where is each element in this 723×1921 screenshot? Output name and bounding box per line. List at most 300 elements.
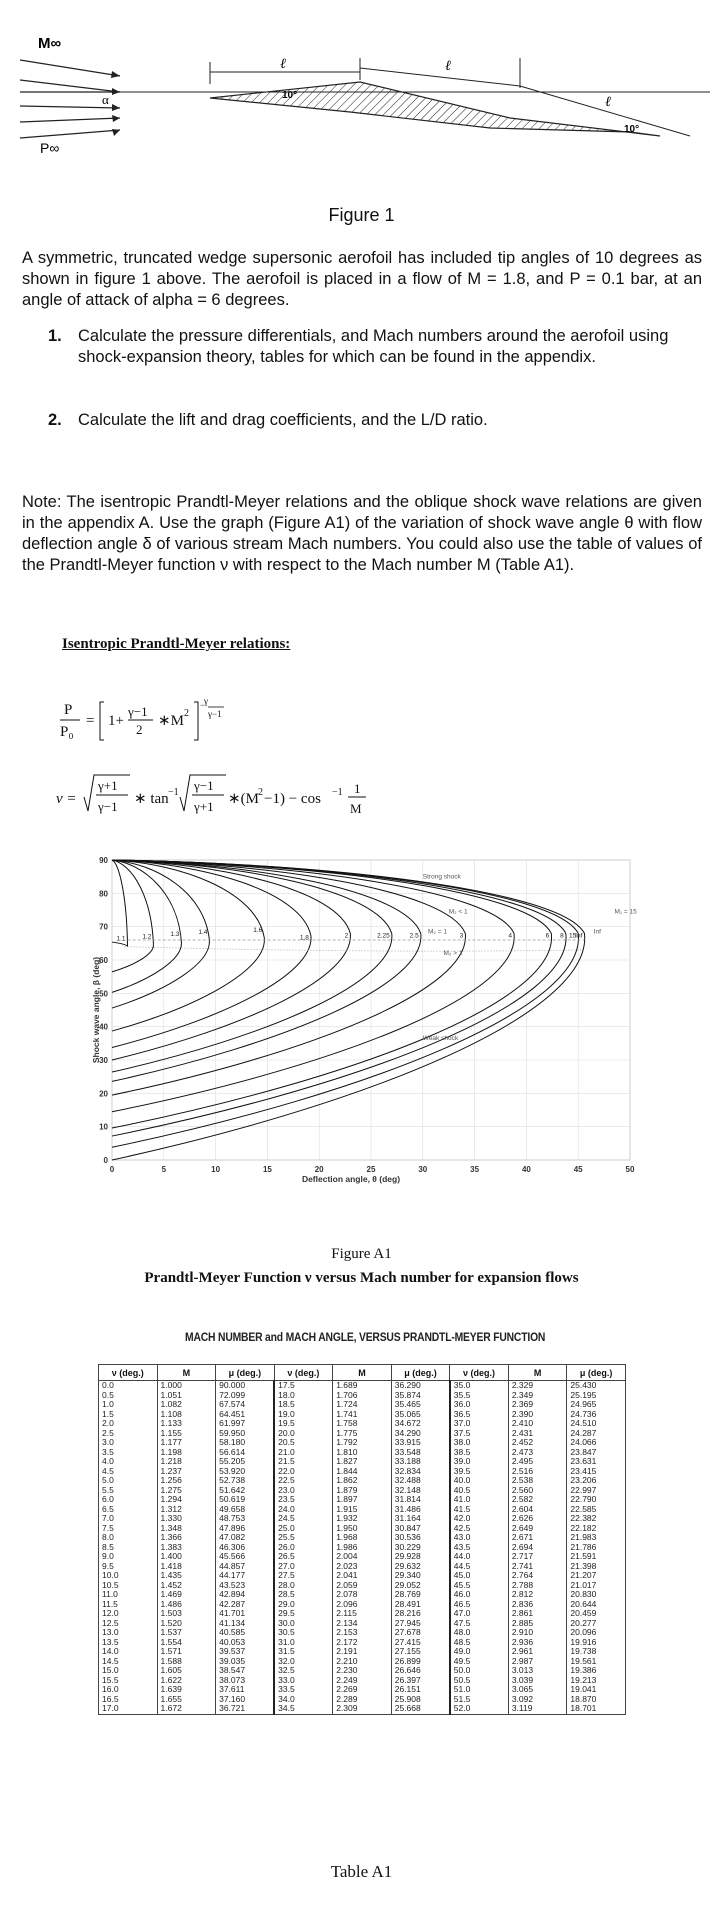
table-cell: 1.622 <box>157 1676 216 1686</box>
y-tick-label: 70 <box>99 922 108 932</box>
chart-annotation: Strong shock <box>422 873 461 881</box>
table-cell: 39.5 <box>450 1467 509 1477</box>
table-cell: 1.724 <box>333 1400 392 1410</box>
table-cell: 1.950 <box>333 1524 392 1534</box>
table-cell: 32.5 <box>274 1666 333 1676</box>
table-cell: 32.148 <box>391 1486 450 1496</box>
table-cell: 27.945 <box>391 1619 450 1629</box>
table-cell: 2.5 <box>99 1429 158 1439</box>
table-cell: 2.269 <box>333 1685 392 1695</box>
table-cell: 49.0 <box>450 1647 509 1657</box>
table-cell: 24.287 <box>567 1429 626 1439</box>
x-tick-label: 25 <box>366 1165 376 1174</box>
relations-heading: Isentropic Prandtl-Meyer relations: <box>62 636 291 652</box>
table-cell: 90.000 <box>216 1381 275 1391</box>
table-cell: 49.658 <box>216 1505 275 1515</box>
table-cell: 1.775 <box>333 1429 392 1439</box>
tip-angle-label-rear: 10° <box>624 124 640 135</box>
freestream-pressure-label: P∞ <box>40 140 60 156</box>
svg-text:γ−1: γ−1 <box>128 704 148 719</box>
table-cell: 5.5 <box>99 1486 158 1496</box>
question-text: Calculate the pressure differentials, and Mach numbers around the aerofoil using shock-expansion theory, tables for which can be found in the appendix. <box>78 327 669 366</box>
table-cell: 41.134 <box>216 1619 275 1629</box>
table-cell: 58.180 <box>216 1438 275 1448</box>
table-cell: 2.349 <box>508 1391 567 1401</box>
table-cell: 23.0 <box>274 1486 333 1496</box>
table-cell: 2.431 <box>508 1429 567 1439</box>
table-cell: 36.721 <box>216 1704 275 1714</box>
table-cell: 26.646 <box>391 1666 450 1676</box>
table-cell: 51.5 <box>450 1695 509 1705</box>
table-cell: 21.983 <box>567 1533 626 1543</box>
table-cell: 1.486 <box>157 1600 216 1610</box>
table-cell: 1.108 <box>157 1410 216 1420</box>
table-cell: 2.473 <box>508 1448 567 1458</box>
table-cell: 1.932 <box>333 1514 392 1524</box>
col-header: ν (deg.) <box>274 1365 333 1381</box>
table-cell: 32.0 <box>274 1657 333 1667</box>
table-cell: 2.626 <box>508 1514 567 1524</box>
table-cell: 1.330 <box>157 1514 216 1524</box>
table-cell: 14.5 <box>99 1657 158 1667</box>
table-cell: 28.5 <box>274 1590 333 1600</box>
table-cell: 2.191 <box>333 1647 392 1657</box>
table-cell: 3.119 <box>508 1704 567 1714</box>
table-cell: 59.950 <box>216 1429 275 1439</box>
table-cell: 11.5 <box>99 1600 158 1610</box>
question-number: 1. <box>48 327 62 345</box>
mach-curve-label: 1.8 <box>299 934 309 942</box>
chart-annotation: M₂ < 1 <box>448 908 468 916</box>
svg-text:=: = <box>86 713 95 729</box>
table-cell: 32.834 <box>391 1467 450 1477</box>
x-tick-label: 30 <box>418 1165 428 1174</box>
table-cell: 22.585 <box>567 1505 626 1515</box>
table-cell: 35.874 <box>391 1391 450 1401</box>
table-cell: 29.5 <box>274 1609 333 1619</box>
table-cell: 50.5 <box>450 1676 509 1686</box>
table-cell: 44.0 <box>450 1552 509 1562</box>
table-cell: 24.5 <box>274 1514 333 1524</box>
table-cell: 40.585 <box>216 1628 275 1638</box>
table-cell: 1.469 <box>157 1590 216 1600</box>
table-cell: 16.0 <box>99 1685 158 1695</box>
svg-text:γ−1: γ−1 <box>194 778 214 793</box>
mach-curve-label: 2.5 <box>409 932 419 940</box>
table-cell: 33.0 <box>274 1676 333 1686</box>
table-cell: 48.753 <box>216 1514 275 1524</box>
table-cell: 3.5 <box>99 1448 158 1458</box>
table-cell: 7.0 <box>99 1514 158 1524</box>
svg-text:1: 1 <box>354 781 361 796</box>
table-cell: 2.059 <box>333 1581 392 1591</box>
table-cell: 34.290 <box>391 1429 450 1439</box>
table-cell: 16.5 <box>99 1695 158 1705</box>
table-cell: 50.619 <box>216 1495 275 1505</box>
question-number: 2. <box>48 411 62 429</box>
mach-curve-label: 6 <box>545 932 550 940</box>
table-cell: 23.415 <box>567 1467 626 1477</box>
table-cell: 22.790 <box>567 1495 626 1505</box>
table-cell: 15.5 <box>99 1676 158 1686</box>
table-cell: 0.5 <box>99 1391 158 1401</box>
table-cell: 3.092 <box>508 1695 567 1705</box>
table-cell: 1.689 <box>333 1381 392 1391</box>
table-cell: 72.099 <box>216 1391 275 1401</box>
table-cell: 36.0 <box>450 1400 509 1410</box>
svg-text:∗(M: ∗(M <box>228 791 259 807</box>
table-cell: 35.465 <box>391 1400 450 1410</box>
table-cell: 3.013 <box>508 1666 567 1676</box>
table-cell: 40.0 <box>450 1476 509 1486</box>
table-cell: 19.738 <box>567 1647 626 1657</box>
table-cell: 2.788 <box>508 1581 567 1591</box>
table-cell: 25.195 <box>567 1391 626 1401</box>
table-cell: 67.574 <box>216 1400 275 1410</box>
table-row <box>99 1381 626 1391</box>
col-header: M <box>333 1365 392 1381</box>
table-cell: 1.000 <box>157 1381 216 1391</box>
prandtl-meyer-table <box>98 1364 626 1715</box>
mach-curve-label: 2.25 <box>377 932 390 940</box>
table-cell: 2.078 <box>333 1590 392 1600</box>
table-cell: 23.847 <box>567 1448 626 1458</box>
table-cell: 36.290 <box>391 1381 450 1391</box>
table-cell: 1.051 <box>157 1391 216 1401</box>
table-cell: 1.503 <box>157 1609 216 1619</box>
table-cell: 25.0 <box>274 1524 333 1534</box>
table-cell: 15.0 <box>99 1666 158 1676</box>
table-cell: 38.0 <box>450 1438 509 1448</box>
table-cell: 39.537 <box>216 1647 275 1657</box>
table-cell: 2.369 <box>508 1400 567 1410</box>
table-cell: 19.041 <box>567 1685 626 1695</box>
table-cell: 35.065 <box>391 1410 450 1420</box>
table-cell: 2.538 <box>508 1476 567 1486</box>
figure-a1-caption: Figure A1 <box>331 1246 392 1262</box>
table-cell: 40.5 <box>450 1486 509 1496</box>
table-cell: 2.560 <box>508 1486 567 1496</box>
chart-annotation: M₂ > 1 <box>443 950 463 957</box>
table-cell: 2.249 <box>333 1676 392 1686</box>
table-cell: 1.435 <box>157 1571 216 1581</box>
table-cell: 19.386 <box>567 1666 626 1676</box>
col-header: ν (deg.) <box>99 1365 158 1381</box>
table-cell: 1.655 <box>157 1695 216 1705</box>
table-cell: 18.0 <box>274 1391 333 1401</box>
table-cell: 2.604 <box>508 1505 567 1515</box>
mach-curve-label: 1.1 <box>116 935 126 943</box>
table-cell: 1.968 <box>333 1533 392 1543</box>
table-cell: 26.0 <box>274 1543 333 1553</box>
table-cell: 47.0 <box>450 1609 509 1619</box>
table-cell: 25.668 <box>391 1704 450 1714</box>
chart-annotation: Weak shock <box>422 1035 459 1042</box>
table-cell: 27.0 <box>274 1562 333 1572</box>
table-cell: 2.230 <box>333 1666 392 1676</box>
table-cell: 33.188 <box>391 1457 450 1467</box>
table-cell: 42.287 <box>216 1600 275 1610</box>
table-cell: 41.701 <box>216 1609 275 1619</box>
table-cell: 2.582 <box>508 1495 567 1505</box>
mach-curve-label: Inf <box>575 932 583 940</box>
table-cell: 37.0 <box>450 1419 509 1429</box>
x-tick-label: 15 <box>262 1165 272 1174</box>
mach-curve-label: 1.4 <box>198 929 208 936</box>
table-cell: 22.997 <box>567 1486 626 1496</box>
table-cell: 27.678 <box>391 1628 450 1638</box>
table-cell: 1.672 <box>157 1704 216 1714</box>
eq1-numerator: P <box>64 702 73 718</box>
table-cell: 42.5 <box>450 1524 509 1534</box>
table-cell: 26.899 <box>391 1657 450 1667</box>
table-cell: 9.0 <box>99 1552 158 1562</box>
table-cell: 2.812 <box>508 1590 567 1600</box>
table-cell: 52.0 <box>450 1704 509 1714</box>
prandtl-meyer-equation <box>56 765 396 831</box>
table-cell: 2.0 <box>99 1419 158 1429</box>
table-cell: 20.830 <box>567 1590 626 1600</box>
question-text: Calculate the lift and drag coefficients, and the L/D ratio. <box>78 411 488 429</box>
table-cell: 24.965 <box>567 1400 626 1410</box>
table-cell: 2.096 <box>333 1600 392 1610</box>
table-cell: 1.862 <box>333 1476 392 1486</box>
table-cell: 51.0 <box>450 1685 509 1695</box>
table-cell: 2.041 <box>333 1571 392 1581</box>
table-cell: 1.844 <box>333 1467 392 1477</box>
table-cell: 30.0 <box>274 1619 333 1629</box>
table-cell: 21.591 <box>567 1552 626 1562</box>
table-cell: 1.537 <box>157 1628 216 1638</box>
table-cell: 2.516 <box>508 1467 567 1477</box>
table-cell: 1.383 <box>157 1543 216 1553</box>
col-header: ν (deg.) <box>450 1365 509 1381</box>
table-cell: 2.649 <box>508 1524 567 1534</box>
table-cell: 20.459 <box>567 1609 626 1619</box>
table-a1-caption: Table A1 <box>330 1862 393 1881</box>
table-cell: 24.066 <box>567 1438 626 1448</box>
table-cell: 43.5 <box>450 1543 509 1553</box>
x-axis-label: Deflection angle, θ (deg) <box>301 1174 401 1184</box>
chart-annotation: Inf <box>593 928 601 936</box>
table-cell: 18.870 <box>567 1695 626 1705</box>
table-cell: 43.523 <box>216 1581 275 1591</box>
table-cell: 34.5 <box>274 1704 333 1714</box>
table-cell: 2.329 <box>508 1381 567 1391</box>
table-cell: 13.5 <box>99 1638 158 1648</box>
table-cell: 33.548 <box>391 1448 450 1458</box>
svg-text:2: 2 <box>136 722 143 737</box>
table-cell: 47.896 <box>216 1524 275 1534</box>
table-cell: 2.671 <box>508 1533 567 1543</box>
table-header-row <box>99 1365 626 1381</box>
table-cell: 1.792 <box>333 1438 392 1448</box>
table-cell: 1.986 <box>333 1543 392 1553</box>
mach-curve-label: 4 <box>508 932 512 940</box>
table-cell: 42.0 <box>450 1514 509 1524</box>
mach-curve-label: 15 <box>568 932 577 940</box>
table-cell: 53.920 <box>216 1467 275 1477</box>
problem-statement: A symmetric, truncated wedge supersonic aerofoil has included tip angles of 10 degrees as shown in figure 1 above. The aerofoil is placed in a flow of M = 1.8, and P = 0.1 bar, at an angle of attack of alpha = 6 degrees. <box>22 249 702 309</box>
table-cell: 10.5 <box>99 1581 158 1591</box>
mach-curve-label: 1.6 <box>253 926 263 934</box>
table-cell: 2.861 <box>508 1609 567 1619</box>
chart-annotation: M₂ = 1 <box>427 928 447 936</box>
eq1-denominator: P₀ <box>60 724 74 740</box>
figure-1-caption: Figure 1 <box>328 205 395 225</box>
table-cell: 1.741 <box>333 1410 392 1420</box>
table-cell: 7.5 <box>99 1524 158 1534</box>
table-cell: 25.908 <box>391 1695 450 1705</box>
x-tick-label: 35 <box>470 1165 480 1174</box>
table-cell: 2.741 <box>508 1562 567 1572</box>
table-cell: 22.0 <box>274 1467 333 1477</box>
pressure-ratio-equation <box>58 690 318 750</box>
svg-text:−: − <box>200 700 206 710</box>
table-cell: 26.397 <box>391 1676 450 1686</box>
table-cell: 2.885 <box>508 1619 567 1629</box>
table-cell: 21.5 <box>274 1457 333 1467</box>
table-cell: 1.827 <box>333 1457 392 1467</box>
table-cell: 2.172 <box>333 1638 392 1648</box>
table-cell: 24.510 <box>567 1419 626 1429</box>
table-cell: 1.706 <box>333 1391 392 1401</box>
y-tick-label: 20 <box>99 1089 108 1099</box>
svg-text:−1) − cos: −1) − cos <box>264 791 321 807</box>
x-tick-label: 20 <box>314 1165 324 1174</box>
table-cell: 45.5 <box>450 1581 509 1591</box>
table-cell: 64.451 <box>216 1410 275 1420</box>
table-cell: 1.588 <box>157 1657 216 1667</box>
angle-of-attack-label: α <box>102 92 109 107</box>
table-cell: 28.216 <box>391 1609 450 1619</box>
table-cell: 46.306 <box>216 1543 275 1553</box>
table-cell: 6.0 <box>99 1495 158 1505</box>
table-cell: 23.206 <box>567 1476 626 1486</box>
table-cell: 20.0 <box>274 1429 333 1439</box>
table-cell: 30.536 <box>391 1533 450 1543</box>
table-cell: 31.814 <box>391 1495 450 1505</box>
svg-text:−1: −1 <box>332 787 343 798</box>
table-cell: 1.133 <box>157 1419 216 1429</box>
table-cell: 35.5 <box>450 1391 509 1401</box>
table-title: MACH NUMBER and MACH ANGLE, VERSUS PRANDTL-MEYER FUNCTION <box>185 1332 546 1344</box>
table-cell: 19.0 <box>274 1410 333 1420</box>
table-cell: 27.155 <box>391 1647 450 1657</box>
table-cell: 1.605 <box>157 1666 216 1676</box>
length-label-2: ℓ <box>445 59 451 74</box>
table-cell: 33.915 <box>391 1438 450 1448</box>
table-cell: 0.0 <box>99 1381 158 1391</box>
table-cell: 2.836 <box>508 1600 567 1610</box>
table-cell: 1.554 <box>157 1638 216 1648</box>
table-cell: 2.390 <box>508 1410 567 1420</box>
table-cell: 2.134 <box>333 1619 392 1629</box>
y-axis-label: Shock wave angle, β (deg) <box>91 956 101 1064</box>
table-cell: 20.096 <box>567 1628 626 1638</box>
table-cell: 29.632 <box>391 1562 450 1572</box>
table-cell: 47.5 <box>450 1619 509 1629</box>
x-tick-label: 40 <box>521 1165 531 1174</box>
svg-text:∗ tan: ∗ tan <box>134 791 169 807</box>
table-cell: 50.0 <box>450 1666 509 1676</box>
table-cell: 26.151 <box>391 1685 450 1695</box>
svg-text:γ: γ <box>204 696 208 706</box>
table-cell: 37.5 <box>450 1429 509 1439</box>
table-cell: 3.0 <box>99 1438 158 1448</box>
table-cell: 44.5 <box>450 1562 509 1572</box>
mach-curve-label: 3 <box>459 932 464 940</box>
prandtl-meyer-title: Prandtl-Meyer Function ν versus Mach number for expansion flows <box>144 1270 579 1286</box>
question-item <box>48 326 703 368</box>
svg-text:M: M <box>350 801 362 816</box>
table-cell: 1.915 <box>333 1505 392 1515</box>
table-cell: 30.229 <box>391 1543 450 1553</box>
question-list <box>48 326 703 431</box>
tip-angle-label-front: 10° <box>282 90 298 101</box>
col-header: M <box>157 1365 216 1381</box>
table-cell: 27.415 <box>391 1638 450 1648</box>
table-cell: 2.717 <box>508 1552 567 1562</box>
table-cell: 37.160 <box>216 1695 275 1705</box>
table-cell: 2.004 <box>333 1552 392 1562</box>
table-cell: 32.488 <box>391 1476 450 1486</box>
table-cell: 29.0 <box>274 1600 333 1610</box>
table-cell: 52.738 <box>216 1476 275 1486</box>
y-tick-label: 40 <box>99 1022 108 1032</box>
svg-text:−1: −1 <box>168 787 179 798</box>
table-cell: 25.5 <box>274 1533 333 1543</box>
table-cell: 11.0 <box>99 1590 158 1600</box>
table-cell: 61.997 <box>216 1419 275 1429</box>
x-tick-label: 10 <box>211 1165 221 1174</box>
table-cell: 39.0 <box>450 1457 509 1467</box>
table-cell: 8.0 <box>99 1533 158 1543</box>
chart-annotation: M₁ = 15 <box>614 908 637 916</box>
table-cell: 41.0 <box>450 1495 509 1505</box>
y-tick-label: 10 <box>99 1122 108 1132</box>
table-cell: 1.5 <box>99 1410 158 1420</box>
table-cell: 28.769 <box>391 1590 450 1600</box>
table-cell: 55.205 <box>216 1457 275 1467</box>
table-cell: 21.398 <box>567 1562 626 1572</box>
table-cell: 29.340 <box>391 1571 450 1581</box>
table-cell: 1.198 <box>157 1448 216 1458</box>
aerofoil-section <box>210 82 660 136</box>
table-cell: 18.5 <box>274 1400 333 1410</box>
col-header: μ (deg.) <box>216 1365 275 1381</box>
table-cell: 1.366 <box>157 1533 216 1543</box>
svg-text:2: 2 <box>184 708 189 719</box>
table-cell: 2.936 <box>508 1638 567 1648</box>
svg-text:2: 2 <box>258 787 263 798</box>
table-cell: 4.5 <box>99 1467 158 1477</box>
col-header: μ (deg.) <box>391 1365 450 1381</box>
table-cell: 2.410 <box>508 1419 567 1429</box>
table-cell: 45.566 <box>216 1552 275 1562</box>
table-cell: 40.053 <box>216 1638 275 1648</box>
table-container <box>98 1364 626 1715</box>
table-cell: 1.155 <box>157 1429 216 1439</box>
table-cell: 1.520 <box>157 1619 216 1629</box>
table-cell: 48.0 <box>450 1628 509 1638</box>
table-cell: 38.073 <box>216 1676 275 1686</box>
y-tick-label: 60 <box>99 956 108 965</box>
question-item <box>48 410 703 431</box>
table-cell: 2.153 <box>333 1628 392 1638</box>
col-header: μ (deg.) <box>567 1365 626 1381</box>
table-cell: 2.495 <box>508 1457 567 1467</box>
